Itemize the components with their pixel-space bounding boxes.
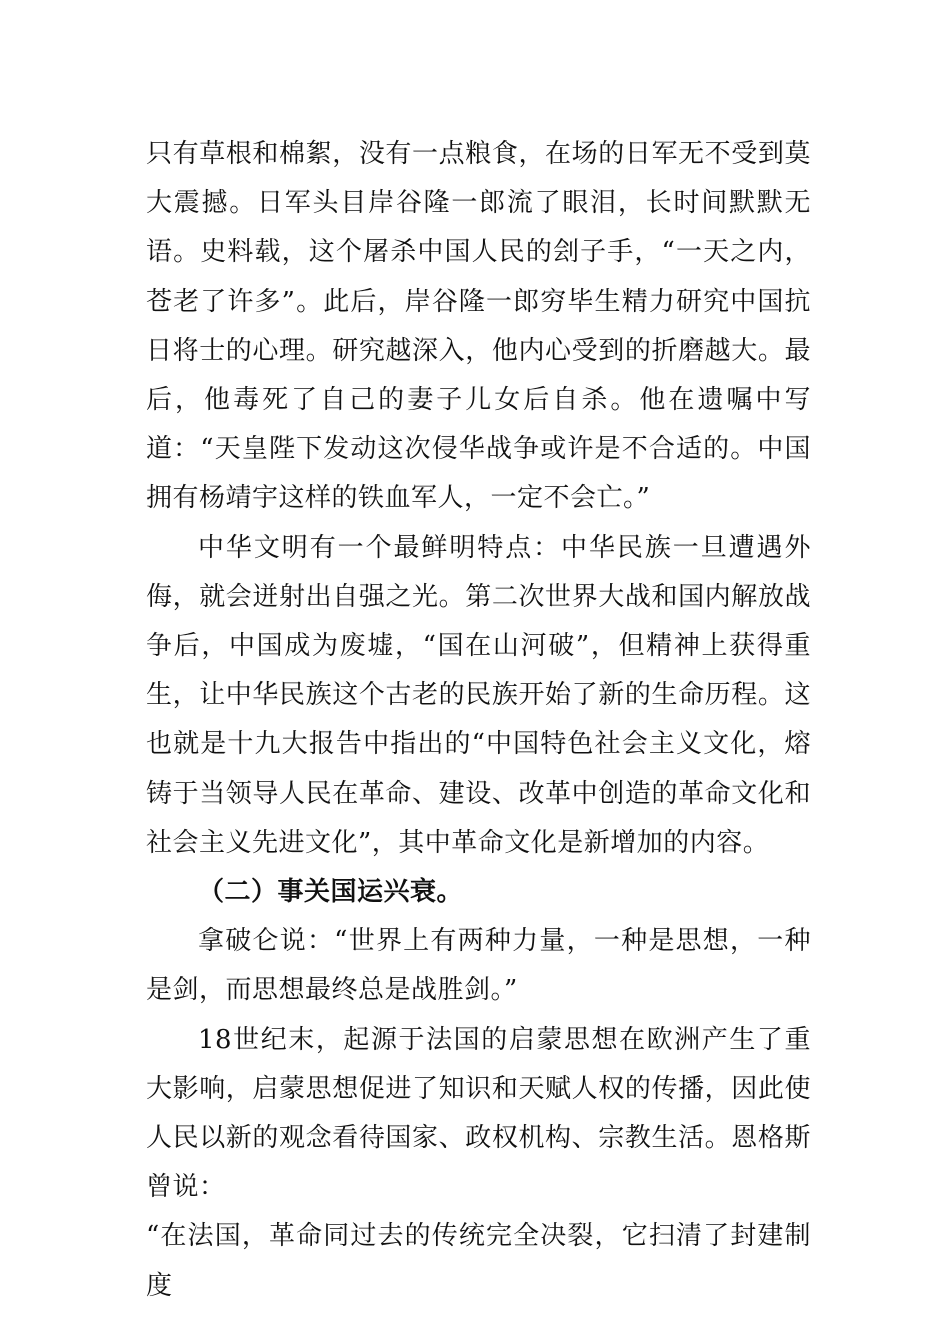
paragraph-enlightenment: 18世纪末，起源于法国的启蒙思想在欧洲产生了重大影响，启蒙思想促进了知识和天赋人权的传播，因此使人民以新的观念看待国家、政权机构、宗教生活。恩格斯曾说： (146, 1024, 811, 1203)
paragraph-chinese-civilization: 中华文明有一个最鲜明特点：中华民族一旦遭遇外侮，就会迸射出自强之光。第二次世界大战和国内解放战争后，中国成为废墟，“国在山河破”，但精神上获得重生，让中华民族这个古老的民族开始了新的生命历程。这也就是十九大报告中指出的“中国特色社会主义文化，熔铸于当领导人民在革命、建设、改革中创造的革命文化和社会主义先进文化”，其中革命文化是新增加的内容。 (146, 532, 811, 858)
document-page (146, 130, 811, 1311)
paragraph-continuation: 只有草根和棉絮，没有一点粮食，在场的日军无不受到莫大震撼。日军头目岸谷隆一郎流了眼泪，长时间默默无语。史料载，这个屠杀中国人民的刽子手，“一天之内，苍老了许多”。此后，岸谷隆一郎穷毕生精力研究中国抗日将士的心理。研究越深入，他内心受到的折磨越大。最后，他毒死了自己的妻子儿女后自杀。他在遗嘱中写道：“天皇陛下发动这次侵华战争或许是不合适的。中国拥有杨靖宇这样的铁血军人，一定不会亡。” (146, 139, 811, 514)
section-heading: （二）事关国运兴衰。 (198, 877, 464, 908)
paragraph-engels-quote: “在法国，革命同过去的传统完全决裂，它扫清了封建制度 (146, 1221, 811, 1301)
paragraph-napoleon-quote: 拿破仑说：“世界上有两种力量，一种是思想，一种是剑，而思想最终总是战胜剑。” (146, 926, 811, 1006)
